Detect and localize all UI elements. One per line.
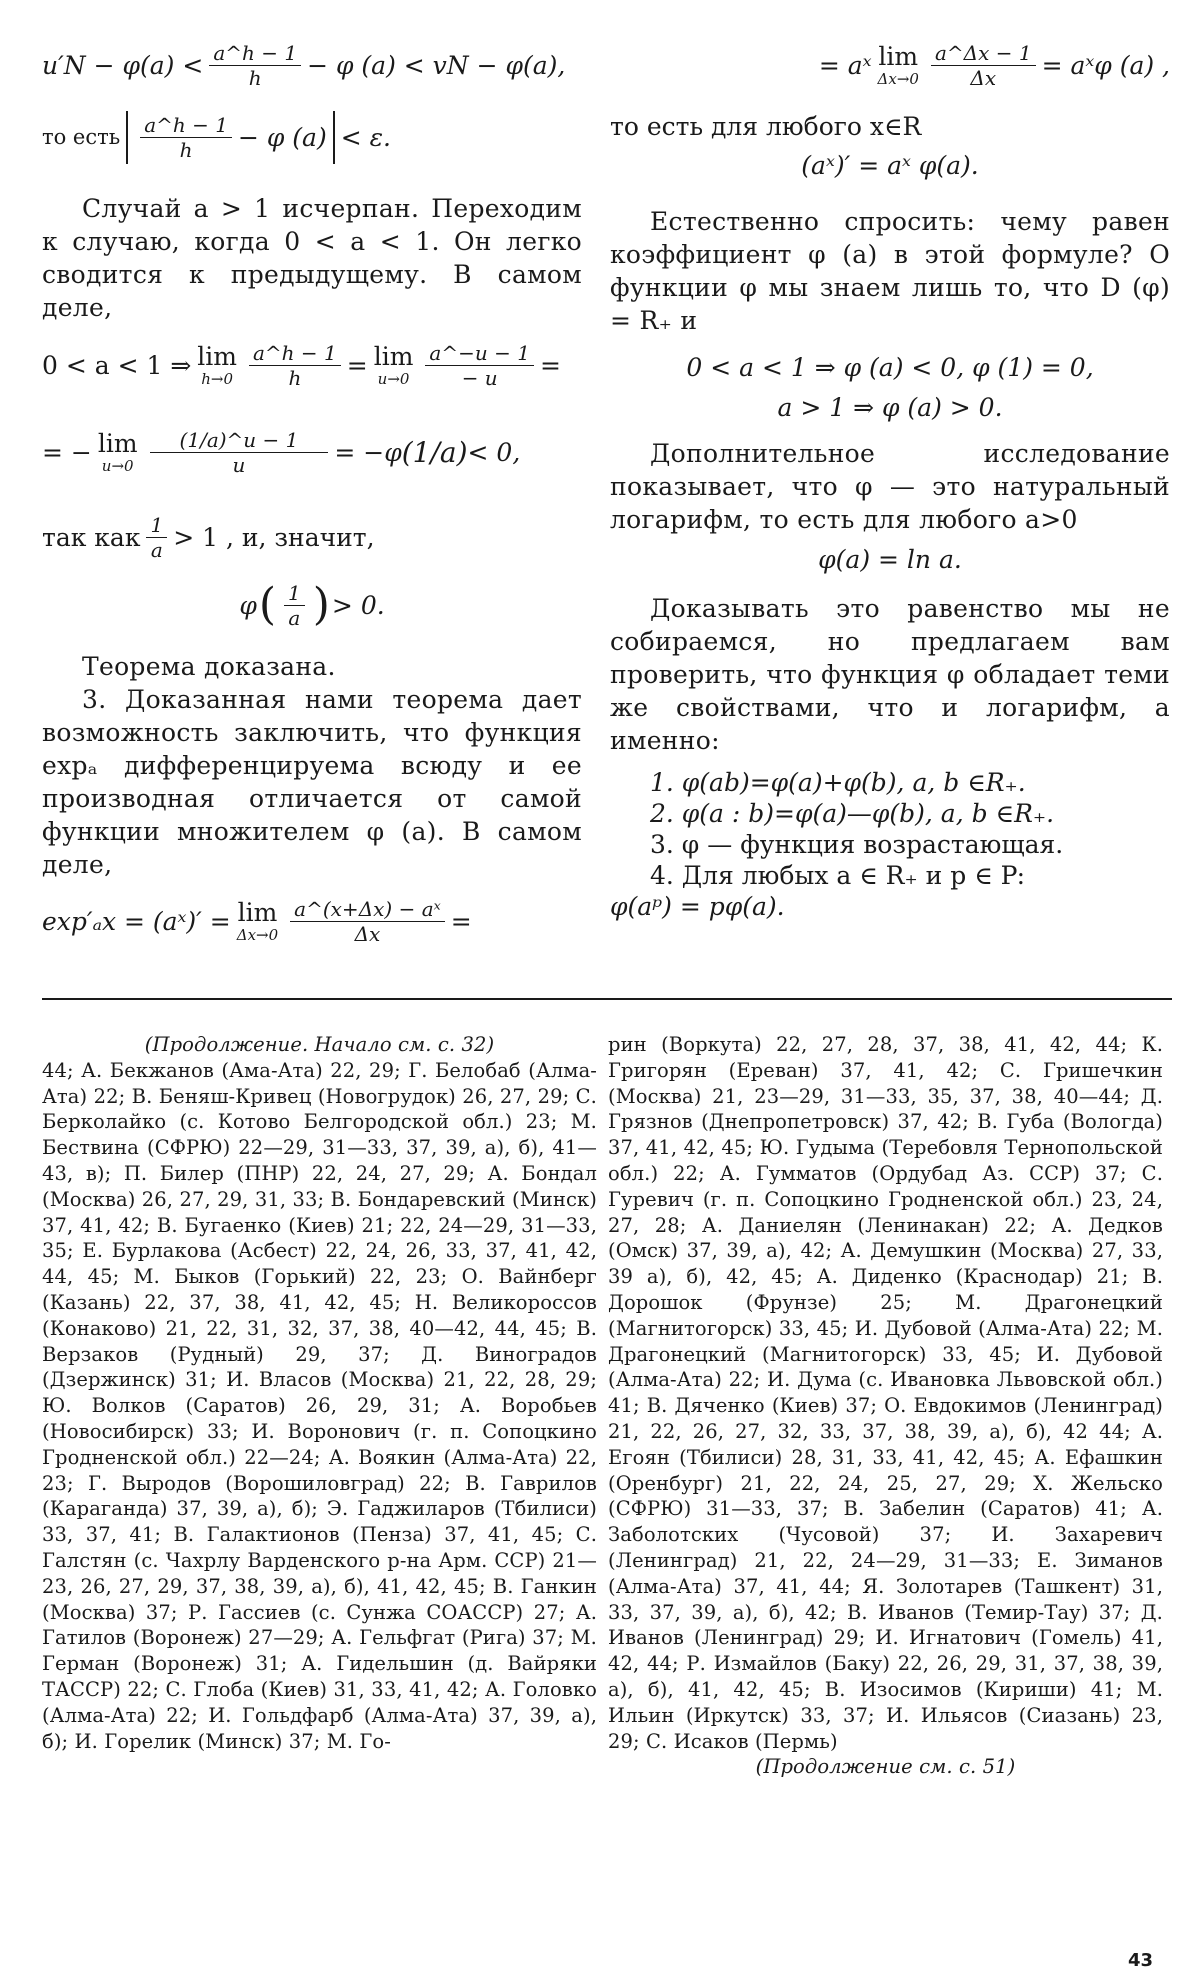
eq2-num: a^h − 1	[140, 113, 232, 138]
r-eq3: 0 < a < 1 ⇒ φ (a) < 0, φ (1) = 0,	[686, 352, 1094, 382]
eq3-lim2-top: lim	[373, 342, 414, 371]
eq4-num: (1/a)^u − 1	[150, 428, 329, 453]
index-right-text: рин (Воркута) 22, 27, 28, 37, 38, 41, 42, 44; К. Григорян (Ереван) 37, 41, 42; С. Гришечкин (Москва) 21, 23—29, 31—33, 35, 37, 38, 40—44; Д. Грязнов (Днепропетровск) 37, 42; В. Губа (Вологда) 37, 41, 42, 45; Ю. Гудыма (Теребовля Тернопольской обл.) 22; А. Гумматов (Ордубад Аз. ССР) 37; С. Гуревич (г. п. Сопоцкино Гродненской обл.) 23, 24, 27, 28; А. Даниелян (Ленинакан) 22; А. Дедков (Омск) 37, 39, а), 42; А. Демушкин (Москва) 27, 33, 39 а), б), 42, 45; А. Диденко (Краснодар) 21; В. Дорошок (Фрунзе) 25; М. Драгонецкий (Магнитогорск) 33, 45; И. Дубовой (Алма-Ата) 22; М. Драгонецкий (Магнитогорск) 33, 45; И. Дубовой (Алма-Ата) 22; И. Дума (с. Ивановка Львовской обл.) 41; В. Дяченко (Киев) 37; О. Евдокимов (Ленинград) 21, 22, 26, 27, 32, 33, 37, 38, 39, а), б), 42 44; А. Егоян (Тбилиси) 28, 31, 33, 41, 42, 45; А. Ефашкин (Оренбург) 21, 22, 24, 25, 27, 29; Х. Жельско (СФРЮ) 31—33, 37; В. Забелин (Саратов) 41; А. Заболотских (Чусовой) 37; И. Захаревич (Ленинград) 21, 22, 24—29, 31—33; Е. Зиманов (Алма-Ата) 37, 41, 44; Я. Золотарев (Ташкент) 31, 33, 37, 39, а), б), 42; В. Иванов (Темир-Тау) 37; Д. Иванов (Ленинград) 29; И. Игнатович (Гомель) 41, 42, 44; Р. Измайлов (Баку) 22, 26, 29, 31, 37, 38, 39, а), б), 41, 42, 45; В. Изосимов (Кириши) 41; М. Ильин (Иркутск) 33, 37; И. Ильясов (Сиазань) 23, 29; С. Исаков (Пермь)	[608, 1033, 1163, 1753]
index-footer: (Продолжение см. с. 51)	[755, 1755, 1016, 1779]
property-3: 3. φ — функция возрастающая.	[650, 830, 1064, 859]
eq2-prefix: то есть	[42, 125, 121, 149]
eq4-lhs: = −	[42, 437, 92, 467]
section-divider	[42, 998, 1172, 1000]
index-right-column	[608, 1032, 1163, 1780]
additional-research: Дополнительное исследование показывает, что φ — это натуральный логарифм, то есть для любого a>0	[610, 439, 1170, 534]
eq4-den: u	[232, 452, 246, 477]
eq7-lhs: exp′ₐx = (aˣ)′ =	[42, 906, 231, 936]
abs-value	[126, 111, 335, 164]
r-eq1-num: a^Δx − 1	[931, 41, 1036, 66]
section-3-paragraph: 3. Доказанная нами теорема дает возможность заключить, что функция expₐ дифференцируема всюду и ее производная отличается от самой функции множителем φ (a). В самом деле,	[42, 685, 582, 879]
left-paren-icon: (	[258, 579, 277, 630]
eq4-rhs: = −φ	[334, 437, 402, 467]
r-eq1-lim	[878, 43, 919, 87]
derivative-equation	[42, 885, 582, 957]
eq7-frac	[290, 897, 445, 946]
inequality-abs	[42, 100, 582, 174]
inequality-bounds	[42, 30, 582, 100]
property-4-formula: φ(aᵖ) = pφ(a).	[610, 892, 785, 921]
eq3-f2-num: a^−u − 1	[425, 341, 534, 366]
derivative-formula	[610, 143, 1170, 187]
eq4-frac	[150, 428, 329, 477]
index-left-column	[42, 1032, 597, 1754]
eq3-frac1	[249, 341, 341, 390]
r-eq1-tail: = aˣφ (a) ,	[1041, 50, 1170, 80]
eq7-num: a^(x+Δx) − aˣ	[290, 897, 445, 922]
r-eq4: a > 1 ⇒ φ (a) > 0.	[777, 392, 1003, 422]
eq3-lim1-bot: h→0	[201, 370, 234, 388]
eq3-lim2	[374, 343, 414, 387]
eq4-lim-bot: u→0	[101, 457, 134, 475]
r-eq1-lhs: = aˣ	[818, 50, 872, 80]
derivative-result	[610, 30, 1170, 100]
since-clause	[42, 504, 582, 570]
phi-sign-1	[610, 347, 1170, 387]
theorem-proved: Теорема доказана.	[82, 652, 336, 681]
r-eq2: (aˣ)′ = aˣ φ(a).	[801, 150, 979, 180]
r-eq1-frac	[931, 41, 1036, 90]
eq3-f2-den: − u	[461, 365, 498, 390]
eq4-lim-top: lim	[97, 429, 138, 458]
eq7-lim	[237, 899, 278, 943]
eq5-den: a	[150, 537, 163, 562]
index-header: (Продолжение. Начало см. с. 32)	[144, 1033, 495, 1056]
eq2-fraction	[140, 113, 232, 162]
right-paren-icon: )	[312, 579, 330, 630]
eq1-rhs: − φ (a) < vN − φ(a),	[307, 50, 566, 80]
eq5-tail: > 1 , и, значит,	[173, 522, 375, 552]
eq3-f1-num: a^h − 1	[249, 341, 341, 366]
eq1-lhs: u′N − φ(a) <	[42, 50, 204, 80]
eq1-num: a^h − 1	[209, 41, 301, 66]
eq1-fraction	[209, 41, 301, 90]
eq3-tail: =	[539, 350, 561, 380]
index-left-text: 44; А. Бекжанов (Ама-Ата) 22, 29; Г. Белобаб (Алма-Ата) 22; В. Беняш-Кривец (Новогрудок) 26, 27, 29; С. Берколайко (с. Котово Белгородской обл.) 23; М. Бествина (СФРЮ) 22—29, 31—33, 37, 39, а), б), 41—43, в); П. Билер (ПНР) 22, 24, 27, 29; А. Бондал (Москва) 26, 27, 29, 31, 33; В. Бондаревский (Минск) 37, 41, 42; В. Бугаенко (Киев) 21; 22, 24—29, 31—33, 35; Е. Бурлакова (Асбест) 22, 24, 26, 33, 37, 41, 42, 44, 45; М. Быков (Горький) 22, 23; О. Вайнберг (Казань) 22, 37, 38, 41, 42, 45; Н. Великороссов (Конаково) 21, 22, 31, 32, 37, 38, 40—42, 44, 45; В. Верзаков (Рудный) 29, 37; Д. Виноградов (Дзержинск) 31; И. Власов (Москва) 21, 22, 28, 29; Ю. Волков (Саратов) 26, 29, 31; А. Воробьев (Новосибирск) 33; И. Воронович (г. п. Сопоцкино Гродненской обл.) 22—24; А. Воякин (Алма-Ата) 22, 23; Г. Выродов (Ворошиловград) 22; В. Гаврилов (Караганда) 37, 39, а), б); Э. Гаджиларов (Тбилиси) 33, 37, 41; В. Галактионов (Пенза) 37, 41, 45; С. Галстян (с. Чахрлу Варденского р-на Арм. ССР) 21—23, 26, 27, 29, 37, 38, 39, а), б), 41, 42, 45; В. Ганкин (Москва) 37; Р. Гассиев (с. Сунжа СОАССР) 27; А. Гатилов (Воронеж) 27—29; А. Гельфгат (Рига) 37; М. Герман (Воронеж) 31; А. Гидельшин (д. Вайряки ТАССР) 22; С. Глоба (Киев) 31, 33, 41, 42; А. Головко (Алма-Ата) 22; И. Гольдфарб (Алма-Ата) 37, 39, а), б); И. Горелик (Минск) 37; М. Го-	[42, 1058, 597, 1753]
eq6-num: 1	[284, 581, 305, 606]
phi-positive	[42, 570, 582, 640]
eq4-lim	[98, 430, 138, 474]
limit-equation-1	[42, 330, 582, 400]
r-eq5: φ(a) = ln a.	[818, 544, 962, 574]
eq1-den: h	[248, 65, 262, 90]
eq7-lim-bot: Δx→0	[236, 926, 279, 944]
property-1: 1. φ(ab)=φ(a)+φ(b), a, b ∈R₊.	[650, 768, 1026, 797]
coefficient-question: Естественно спросить: чему равен коэффициент φ (a) в этой формуле? О функции φ мы знаем лишь то, что D (φ) = R₊ и	[610, 207, 1170, 335]
eq4-tail: < 0,	[467, 437, 521, 467]
properties-intro: Доказывать это равенство мы не собираемся, но предлагаем вам проверить, что функция φ обладает теми же свойствами, что и логарифм, а именно:	[610, 594, 1170, 755]
phi-ln	[610, 536, 1170, 582]
phi-sign-2	[610, 387, 1170, 427]
eq3-f1-den: h	[288, 365, 302, 390]
r-eq1-lim-bot: Δx→0	[877, 70, 919, 88]
eq2-tail: < ε.	[340, 122, 391, 152]
eq3-lim1	[197, 343, 237, 387]
eq6-tail: > 0.	[331, 590, 385, 620]
for-any-x: то есть для любого x∈R	[610, 112, 922, 141]
eq2-rhs: − φ (a)	[237, 122, 327, 152]
property-2: 2. φ(a : b)=φ(a)—φ(b), a, b ∈R₊.	[650, 799, 1055, 828]
eq3-lim1-top: lim	[197, 342, 237, 371]
eq5-num: 1	[146, 513, 167, 538]
eq6-den: a	[288, 605, 301, 630]
eq7-tail: =	[450, 906, 472, 936]
eq3-eq: =	[346, 350, 368, 380]
limit-equation-2	[42, 400, 582, 504]
eq7-den: Δx	[354, 921, 381, 946]
left-column	[42, 30, 582, 957]
eq3-lim2-bot: u→0	[377, 370, 410, 388]
property-4: 4. Для любых a ∈ R₊ и p ∈ P:	[650, 861, 1025, 890]
eq3-lhs: 0 < a < 1 ⇒	[42, 350, 192, 380]
r-eq1-den: Δx	[970, 65, 997, 90]
eq2-den: h	[179, 137, 193, 162]
eq6-lhs: φ	[239, 590, 257, 620]
eq4-arg: (1/a)	[401, 435, 468, 469]
r-eq1-lim-top: lim	[878, 42, 919, 71]
page-number: 43	[1128, 1950, 1154, 1971]
right-column	[610, 30, 1170, 922]
eq6-frac	[284, 581, 305, 630]
case-paragraph: Случай a > 1 исчерпан. Переходим к случаю, когда 0 < a < 1. Он легко сводится к предыдущему. В самом деле,	[42, 194, 582, 322]
eq3-frac2	[425, 341, 534, 390]
eq7-lim-top: lim	[237, 898, 278, 927]
eq5-frac	[146, 513, 167, 562]
eq5-prefix: так как	[42, 522, 141, 552]
